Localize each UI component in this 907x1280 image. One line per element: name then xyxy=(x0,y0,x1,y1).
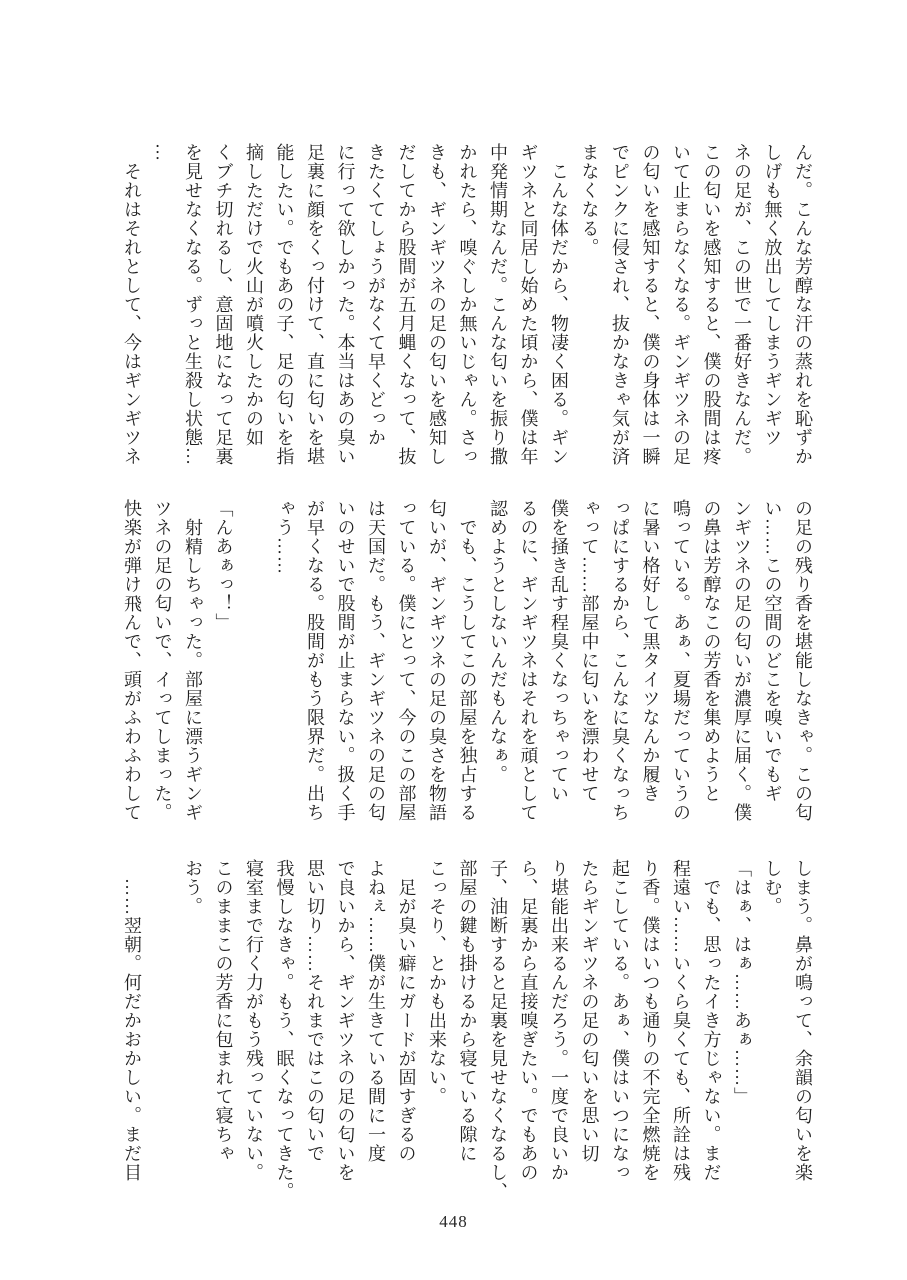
text-column: は天国だ。もう、ギンギツネの足の匂 xyxy=(366,499,386,822)
text-column: 射精しちゃった。部屋に漂うギンギ xyxy=(183,499,203,822)
text-column: の匂いを感知すると、僕の身体は一瞬 xyxy=(640,143,661,466)
text-column: っている。僕にとって、今のこの部屋 xyxy=(396,499,417,822)
text-column: それはそれとして、今はギンギツネ xyxy=(122,143,142,466)
text-column: こっそり、とかも出来ない。 xyxy=(427,859,447,1106)
text-column: 足が臭い癖にガードが固すぎるの xyxy=(396,859,417,1163)
text-column: で良いから、ギンギツネの足の匂いを xyxy=(335,859,356,1182)
text-column: 足裏に顔をくっ付けて、直に匂いを堪 xyxy=(305,143,325,466)
text-column: いて止まらなくなる。ギンギツネの足 xyxy=(671,143,691,466)
text-column: しむ。 xyxy=(762,859,783,916)
text-column: ゃって……部屋中に匂いを漂わせて xyxy=(579,499,600,803)
text-column: るのに、ギンギツネはそれを頑として xyxy=(518,499,539,822)
text-column: ら、足裏から直接嗅ぎたい。でもあの xyxy=(518,859,539,1182)
text-column: たらギンギツネの足の匂いを思い切 xyxy=(579,859,600,1163)
text-column: 我慢しなきゃ。もう、眠くなってきた。 xyxy=(274,859,295,1201)
text-column: の足の残り香を堪能しなきゃ。この匂 xyxy=(793,499,813,822)
text-column: っぱにするから、こんなに臭くなっち xyxy=(610,499,630,822)
text-column: よねぇ……僕が生きている間に一度 xyxy=(366,859,386,1163)
text-column: でも、思ったイき方じゃない。まだ xyxy=(701,859,722,1182)
text-column: このままこの芳香に包まれて寝ちゃ xyxy=(213,859,234,1163)
text-column: まなくなる。 xyxy=(579,143,600,257)
text-column: こんな体だから、物凄く困る。ギン xyxy=(549,143,569,466)
text-column: んだ。こんな芳醇な汗の蒸れを恥ずか xyxy=(793,143,813,466)
text-column: 寝室まで行く力がもう残っていない。 xyxy=(244,859,264,1182)
text-column: 認めようとしないんだもんなぁ。 xyxy=(488,499,508,784)
text-column: に暑い格好して黒タイツなんか履き xyxy=(640,499,661,803)
text-column xyxy=(147,859,178,1207)
text-column xyxy=(239,499,270,847)
text-column: くブチ切れるし、意固地になって足裏 xyxy=(213,143,234,466)
text-column: 「はぁ、はぁ……あぁ……」 xyxy=(732,859,752,1106)
text-column: が早くなる。股間がもう限界だ。出ち xyxy=(305,499,325,822)
text-column: ツネの足の匂いで、イってしまった。 xyxy=(152,499,173,822)
text-column: を見せなくなる。ずっと生殺し状態… xyxy=(183,143,203,466)
text-column: かれたら、嗅ぐしか無いじゃん。さっ xyxy=(457,143,478,466)
text-column: しげも無く放出してしまうギンギツ xyxy=(762,143,783,447)
text-column: 中発情期なんだ。こんな匂いを振り撒 xyxy=(488,143,508,466)
text-column: だしてから股間が五月蝿くなって、抜 xyxy=(396,143,417,466)
text-block-bottom xyxy=(117,859,819,1207)
text-column: の鼻は芳醇なこの芳香を集めようと xyxy=(701,499,722,803)
text-column: 能したい。でもあの子、足の匂いを指 xyxy=(274,143,295,466)
text-column: ネの足が、この世で一番好きなんだ。 xyxy=(732,143,752,466)
text-column: おう。 xyxy=(183,859,203,916)
text-column: 思い切り……それまではこの匂いで xyxy=(305,859,325,1163)
text-column: 匂いが、ギンギツネの足の臭さを物語 xyxy=(427,499,447,822)
text-column: に行って欲しかった。本当はあの臭い xyxy=(335,143,356,466)
text-block-top xyxy=(117,143,819,491)
text-column: 摘しただけで火山が噴火したかの如 xyxy=(244,143,264,447)
text-column: ゃう…… xyxy=(274,499,295,575)
text-column: 鳴っている。あぁ、夏場だっていうの xyxy=(671,499,691,822)
text-column: 起こしている。あぁ、僕はいつになっ xyxy=(610,859,630,1182)
page-number: 448 xyxy=(439,1212,468,1231)
text-column: り香。僕はいつも通りの不完全燃焼を xyxy=(640,859,661,1182)
text-column: しまう。鼻が鳴って、余韻の匂いを楽 xyxy=(793,859,813,1182)
text-column: 快楽が弾け飛んで、頭がふわふわして xyxy=(122,499,142,822)
text-column: ンギツネの足の匂いが濃厚に届く。僕 xyxy=(732,499,752,822)
text-column: でピンクに侵され、抜かなきゃ気が済 xyxy=(610,143,630,466)
text-column: 子、油断すると足裏を見せなくなるし、 xyxy=(488,859,508,1201)
text-column: ……翌朝。何だかおかしい。まだ目 xyxy=(122,859,142,1182)
text-column: この匂いを感知すると、僕の股間は疼 xyxy=(701,143,722,466)
text-column: り堪能出来るんだろう。一度で良いか xyxy=(549,859,569,1182)
text-column: 部屋の鍵も掛けるから寝ている隙に xyxy=(457,859,478,1163)
text-column: いのせいで股間が止まらない。扱く手 xyxy=(335,499,356,822)
text-block-middle xyxy=(117,499,819,847)
text-column: きも、ギンギツネの足の匂いを感知し xyxy=(427,143,447,466)
text-column: い……この空間のどこを嗅いでもギ xyxy=(762,499,783,803)
text-column: でも、こうしてこの部屋を独占する xyxy=(457,499,478,822)
text-column: … xyxy=(152,143,173,162)
text-column: 僕を掻き乱す程臭くなっちゃってい xyxy=(549,499,569,803)
text-column: 「んあぁっ！」 xyxy=(213,499,234,632)
text-column: 程遠い……いくら臭くても、所詮は残 xyxy=(671,859,691,1182)
text-column: ギツネと同居し始めた頃から、僕は年 xyxy=(518,143,539,466)
text-column: きたくてしょうがなくて早くどっか xyxy=(366,143,386,447)
